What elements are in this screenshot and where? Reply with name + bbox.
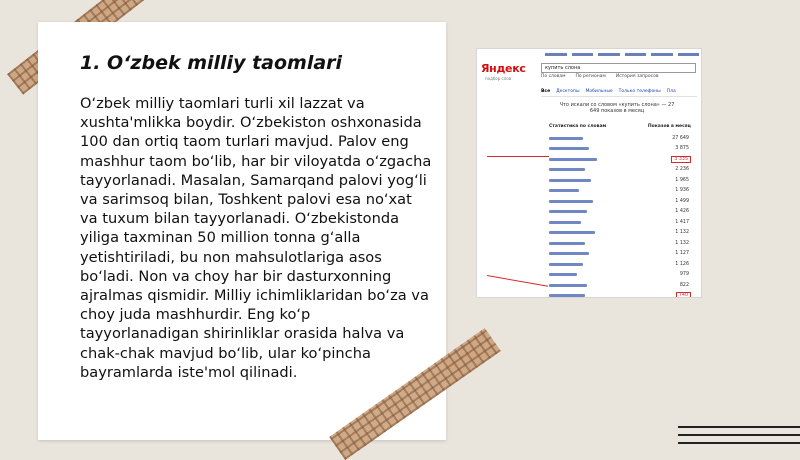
query-link — [549, 252, 589, 255]
table-row — [549, 238, 691, 249]
query-link — [549, 147, 589, 150]
annotation-arrow-1 — [487, 156, 549, 157]
table-row — [549, 207, 691, 218]
slide-body-text: O‘zbek milliy taomlari turli xil lazzat va xushta'mlikka boydir. O‘zbekiston oshxonasida 100 dan ortiq taom turlari mavjud. Palov eng mashhur taom bo‘lib, har bir viloyatda o‘zgacha tayyorlanadi. Masalan, Samarqand palovi yog‘li va sarimsoq bilan, Toshkent palovi esa no‘xat va tuxum bilan tayyorlanadi. O‘zbekistonda yiliga taxminan 50 million tonna g‘alla yetishtiriladi, bu non mahsulotlariga asos bo‘ladi. Non va choy har bir dasturxonning ajralmas qismidir. Milliy ichimliklaridan bo‘za va choy juda mashhurdir. Eng ko‘p tayyorlanadigan shirinliklar orasida halva va chak-chak mavjud bo‘lib, ular ko‘pincha bayramlarda iste'mol qilinadi. — [80, 95, 432, 381]
table-row — [549, 154, 691, 165]
tab-all: Все — [541, 89, 551, 94]
decorative-rule-1 — [678, 426, 800, 428]
table-row — [549, 228, 691, 239]
impression-count: 3 335 — [671, 156, 691, 163]
search-options — [541, 74, 659, 79]
impression-count: 1 132 — [675, 230, 689, 236]
query-link — [549, 200, 593, 203]
query-link — [549, 263, 583, 266]
impression-count: 1 499 — [675, 198, 689, 204]
table-row — [549, 217, 691, 228]
table-row — [549, 196, 691, 207]
table-row — [549, 259, 691, 270]
table-row — [549, 175, 691, 186]
search-input: купить слона — [541, 63, 696, 73]
option-by-regions: По регионам — [575, 74, 606, 79]
table-row — [549, 291, 691, 299]
impression-count: 1 417 — [675, 219, 689, 225]
impression-count: 1 127 — [675, 251, 689, 257]
option-by-words: По словам — [541, 74, 566, 79]
top-links — [545, 51, 699, 57]
impression-count: 1 126 — [675, 261, 689, 267]
tab-mobile: Мобильные — [585, 89, 613, 94]
slide-title: 1. O‘zbek milliy taomlari — [80, 52, 343, 74]
table-row — [549, 186, 691, 197]
query-link — [549, 231, 595, 234]
query-link — [549, 158, 597, 161]
query-link — [549, 273, 577, 276]
results-table — [549, 133, 691, 298]
impression-count: 27 649 — [672, 135, 689, 141]
table-row — [549, 165, 691, 176]
col-count-header: Показов в месяц — [647, 124, 691, 129]
impression-count: 979 — [679, 272, 689, 278]
decorative-rule-3 — [678, 442, 800, 444]
yandex-logo: Яндекс — [481, 62, 526, 75]
query-link — [549, 210, 587, 213]
logo-subtitle: подбор слов — [485, 76, 512, 81]
impression-count: 2 236 — [675, 167, 689, 173]
query-link — [549, 168, 585, 171]
impression-count: 740 — [676, 292, 691, 298]
impression-count: 1 936 — [675, 188, 689, 194]
decorative-rule-2 — [678, 434, 800, 436]
tab-desktops: Десктопы — [556, 89, 580, 94]
impression-count: 1 132 — [675, 240, 689, 246]
impression-count: 1 426 — [675, 209, 689, 215]
table-row — [549, 270, 691, 281]
query-link — [549, 284, 587, 287]
query-link — [549, 189, 579, 192]
table-row — [549, 144, 691, 155]
table-header — [549, 124, 691, 129]
tab-phones: Только телефоны — [618, 89, 661, 94]
impression-count: 3 875 — [675, 146, 689, 152]
option-history: История запросов — [615, 74, 659, 79]
yandex-wordstat-screenshot — [476, 48, 702, 298]
annotation-arrow-2 — [487, 275, 548, 287]
col-query-header: Статистика по словам — [549, 124, 607, 129]
query-link — [549, 221, 581, 224]
query-link — [549, 242, 585, 245]
table-row — [549, 249, 691, 260]
table-row — [549, 133, 691, 144]
impression-count: 1 965 — [675, 177, 689, 183]
device-tabs — [541, 89, 697, 97]
impression-count: 822 — [679, 282, 689, 288]
results-headline: Что искали со словом «купить слона» — 27 649 показов в месяц — [559, 102, 675, 114]
tab-tablets: Пла — [666, 89, 676, 94]
table-row — [549, 280, 691, 291]
query-link — [549, 294, 585, 297]
query-link — [549, 137, 583, 140]
query-link — [549, 179, 591, 182]
